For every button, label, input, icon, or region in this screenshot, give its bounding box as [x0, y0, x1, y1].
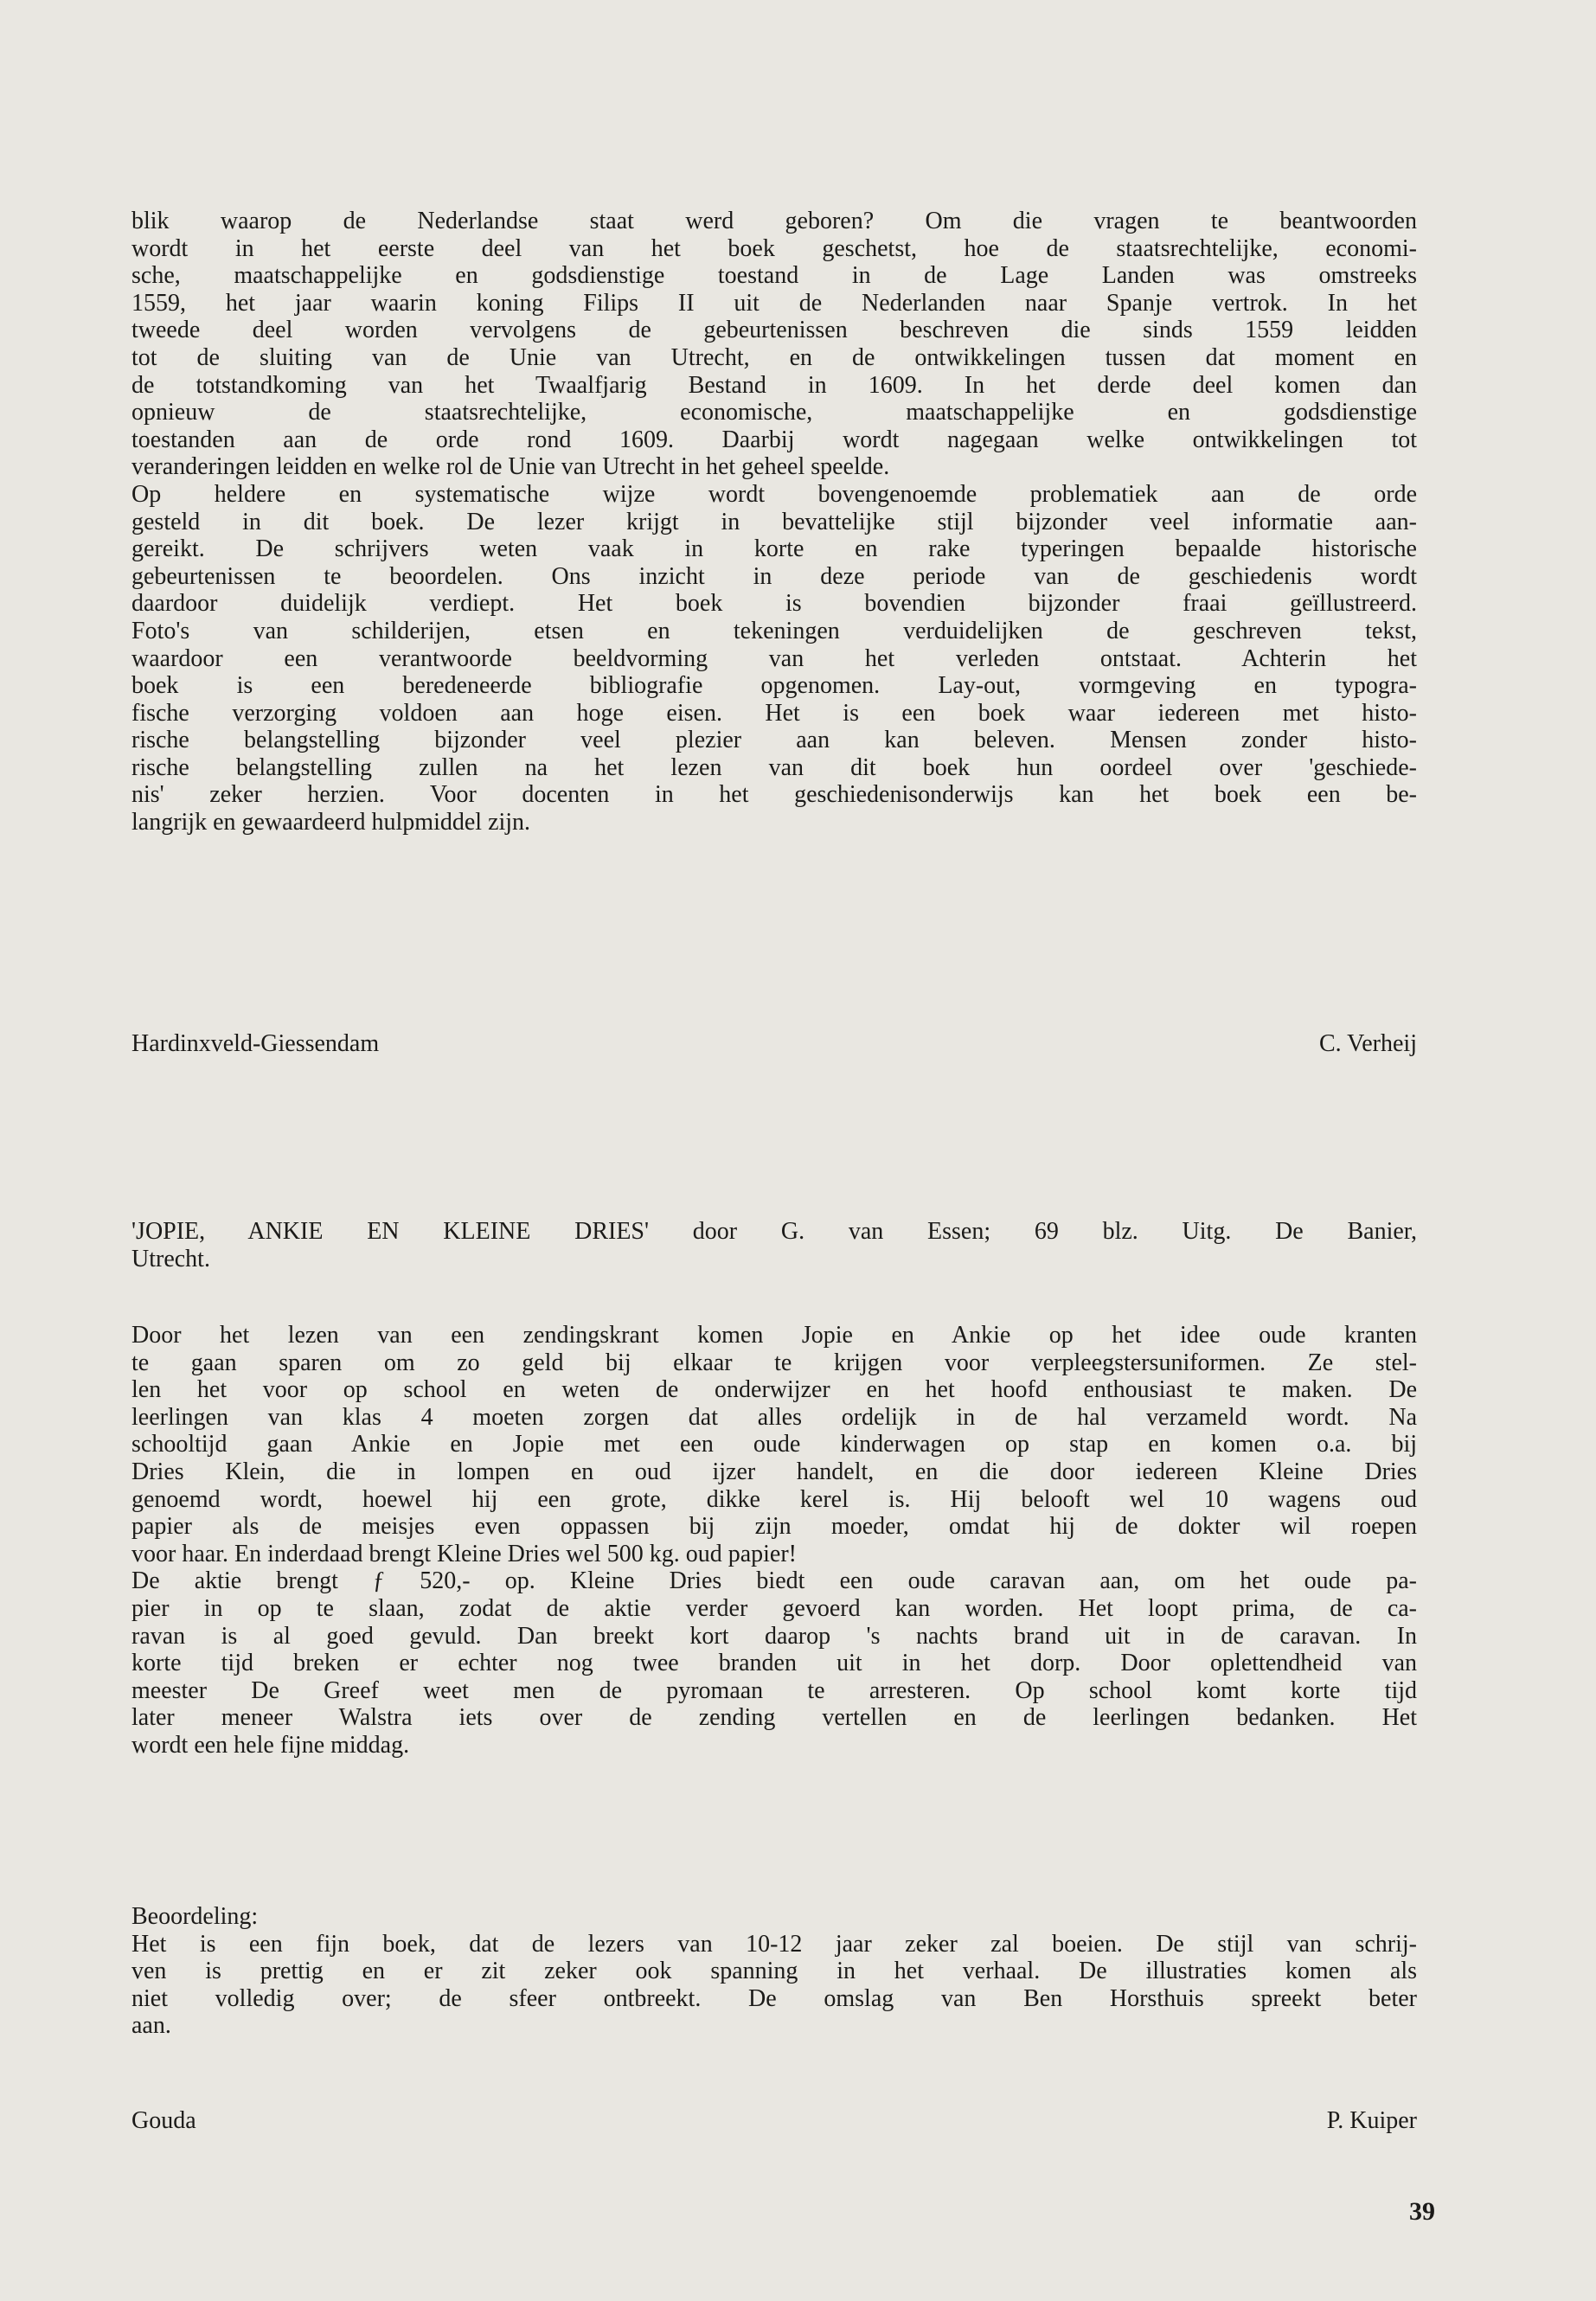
reviewer-name: P. Kuiper	[1326, 2107, 1417, 2134]
text-line: ravan is al goed gevuld. Dan breekt kort daarop 's nachts brand uit in de caravan. In	[131, 1622, 1417, 1650]
text-line: toestanden aan de orde rond 1609. Daarbij wordt nagegaan welke ontwikkelingen tot	[131, 426, 1417, 453]
text-line: gereikt. De schrijvers weten vaak in korte en rake typeringen bepaalde historische	[131, 535, 1417, 563]
text-line: daardoor duidelijk verdiept. Het boek is bovendien bijzonder fraai geïllustreerd.	[131, 590, 1417, 618]
review-1-signature	[131, 1030, 1417, 1058]
text-line: opnieuw de staatsrechtelijke, economische, maatschappelijke en godsdienstige	[131, 399, 1417, 426]
assessment-label: Beoordeling:	[131, 1903, 259, 1930]
text-line: leerlingen van klas 4 moeten zorgen dat alles ordelijk in de hal verzameld wordt. Na	[131, 1403, 1417, 1431]
text-line: len het voor op school en weten de onderwijzer en het hoofd enthousiast te maken. De	[131, 1376, 1417, 1404]
text-line: rische belangstelling bijzonder veel plezier aan kan beleven. Mensen zonder histo-	[131, 727, 1417, 754]
review-2-assessment	[131, 1903, 1417, 2040]
reviewer-place: Hardinxveld-Giessendam	[131, 1030, 380, 1057]
text-line: Het is een fijn boek, dat de lezers van 10-12 jaar zeker zal boeien. De stijl van schrij-	[131, 1930, 1417, 1958]
text-line: tweede deel worden vervolgens de gebeurtenissen beschreven die sinds 1559 leidden	[131, 317, 1417, 344]
reviewer-name: C. Verheij	[1318, 1030, 1417, 1057]
text-line: de totstandkoming van het Twaalfjarig Bestand in 1609. In het derde deel komen dan	[131, 371, 1417, 399]
text-line: genoemd wordt, hoewel hij een grote, dikke kerel is. Hij belooft wel 10 wagens oud	[131, 1485, 1417, 1513]
text-line: veranderingen leidden en welke rol de Unie van Utrecht in het geheel speelde.	[131, 453, 890, 481]
text-line: schooltijd gaan Ankie en Jopie met een oude kinderwagen op stap en komen o.a. bij	[131, 1431, 1417, 1458]
text-line: fische verzorging voldoen aan hoge eisen. Het is een boek waar iedereen met histo-	[131, 699, 1417, 727]
text-line: pier in op te slaan, zodat de aktie verder gevoerd kan worden. Het loopt prima, de ca-	[131, 1594, 1417, 1622]
review-1-body	[131, 208, 1417, 836]
review-2-body	[131, 1322, 1417, 1759]
reviewer-place: Gouda	[131, 2107, 196, 2134]
review-2-heading	[131, 1218, 1417, 1272]
book-title-line: Utrecht.	[131, 1245, 210, 1272]
text-line: Op heldere en systematische wijze wordt bovengenoemde problematiek aan de orde	[131, 480, 1417, 508]
text-line: niet volledig over; de sfeer ontbreekt. De omslag van Ben Horsthuis spreekt beter	[131, 1984, 1417, 2012]
text-line: wordt een hele fijne middag.	[131, 1731, 410, 1759]
text-line: gesteld in dit boek. De lezer krijgt in bevattelijke stijl bijzonder veel informatie aan-	[131, 508, 1417, 535]
text-line: Dries Klein, die in lompen en oud ijzer handelt, en die door iedereen Kleine Dries	[131, 1458, 1417, 1485]
text-line: meester De Greef weet men de pyromaan te arresteren. Op school komt korte tijd	[131, 1676, 1417, 1704]
text-line: waardoor een verantwoorde beeldvorming van het verleden ontstaat. Achterin het	[131, 644, 1417, 672]
text-line: blik waarop de Nederlandse staat werd geboren? Om die vragen te beantwoorden	[131, 208, 1417, 234]
text-line: korte tijd breken er echter nog twee branden uit in het dorp. Door oplettendheid van	[131, 1650, 1417, 1677]
text-line: gebeurtenissen te beoordelen. Ons inzicht in deze periode van de geschiedenis wordt	[131, 562, 1417, 590]
text-line: voor haar. En inderdaad brengt Kleine Dries wel 500 kg. oud papier!	[131, 1540, 797, 1567]
text-line: nis' zeker herzien. Voor docenten in het geschiedenisonderwijs kan het boek een be-	[131, 781, 1417, 809]
text-line: boek is een beredeneerde bibliografie opgenomen. Lay-out, vormgeving en typogra-	[131, 672, 1417, 700]
text-line: Foto's van schilderijen, etsen en tekeningen verduidelijken de geschreven tekst,	[131, 617, 1417, 644]
text-line: ven is prettig en er zit zeker ook spanning in het verhaal. De illustraties komen als	[131, 1958, 1417, 1985]
text-line: Door het lezen van een zendingskrant komen Jopie en Ankie op het idee oude kranten	[131, 1322, 1417, 1349]
text-line: te gaan sparen om zo geld bij elkaar te krijgen voor verpleegstersuniformen. Ze stel-	[131, 1349, 1417, 1376]
review-2-signature	[131, 2107, 1417, 2135]
text-line: rische belangstelling zullen na het lezen van dit boek hun oordeel over 'geschiede-	[131, 753, 1417, 781]
text-line: later meneer Walstra iets over de zending vertellen en de leerlingen bedanken. Het	[131, 1704, 1417, 1732]
text-line: tot de sluiting van de Unie van Utrecht, en de ontwikkelingen tussen dat moment en	[131, 343, 1417, 371]
book-title-line: 'JOPIE, ANKIE EN KLEINE DRIES' door G. van Essen; 69 blz. Uitg. De Banier,	[131, 1218, 1417, 1245]
text-line: aan.	[131, 2012, 171, 2040]
text-line: De aktie brengt ƒ 520,- op. Kleine Dries biedt een oude caravan aan, om het oude pa-	[131, 1567, 1417, 1595]
text-line: wordt in het eerste deel van het boek geschetst, hoe de staatsrechtelijke, economi-	[131, 234, 1417, 262]
text-line: langrijk en gewaardeerd hulpmiddel zijn.	[131, 809, 531, 836]
text-line: sche, maatschappelijke en godsdienstige toestand in de Lage Landen was omstreeks	[131, 262, 1417, 290]
page-number: 39	[1409, 2197, 1435, 2226]
text-line: 1559, het jaar waarin koning Filips II uit de Nederlanden naar Spanje vertrok. In het	[131, 289, 1417, 317]
text-line: papier als de meisjes even oppassen bij zijn moeder, omdat hij de dokter wil roepen	[131, 1513, 1417, 1541]
